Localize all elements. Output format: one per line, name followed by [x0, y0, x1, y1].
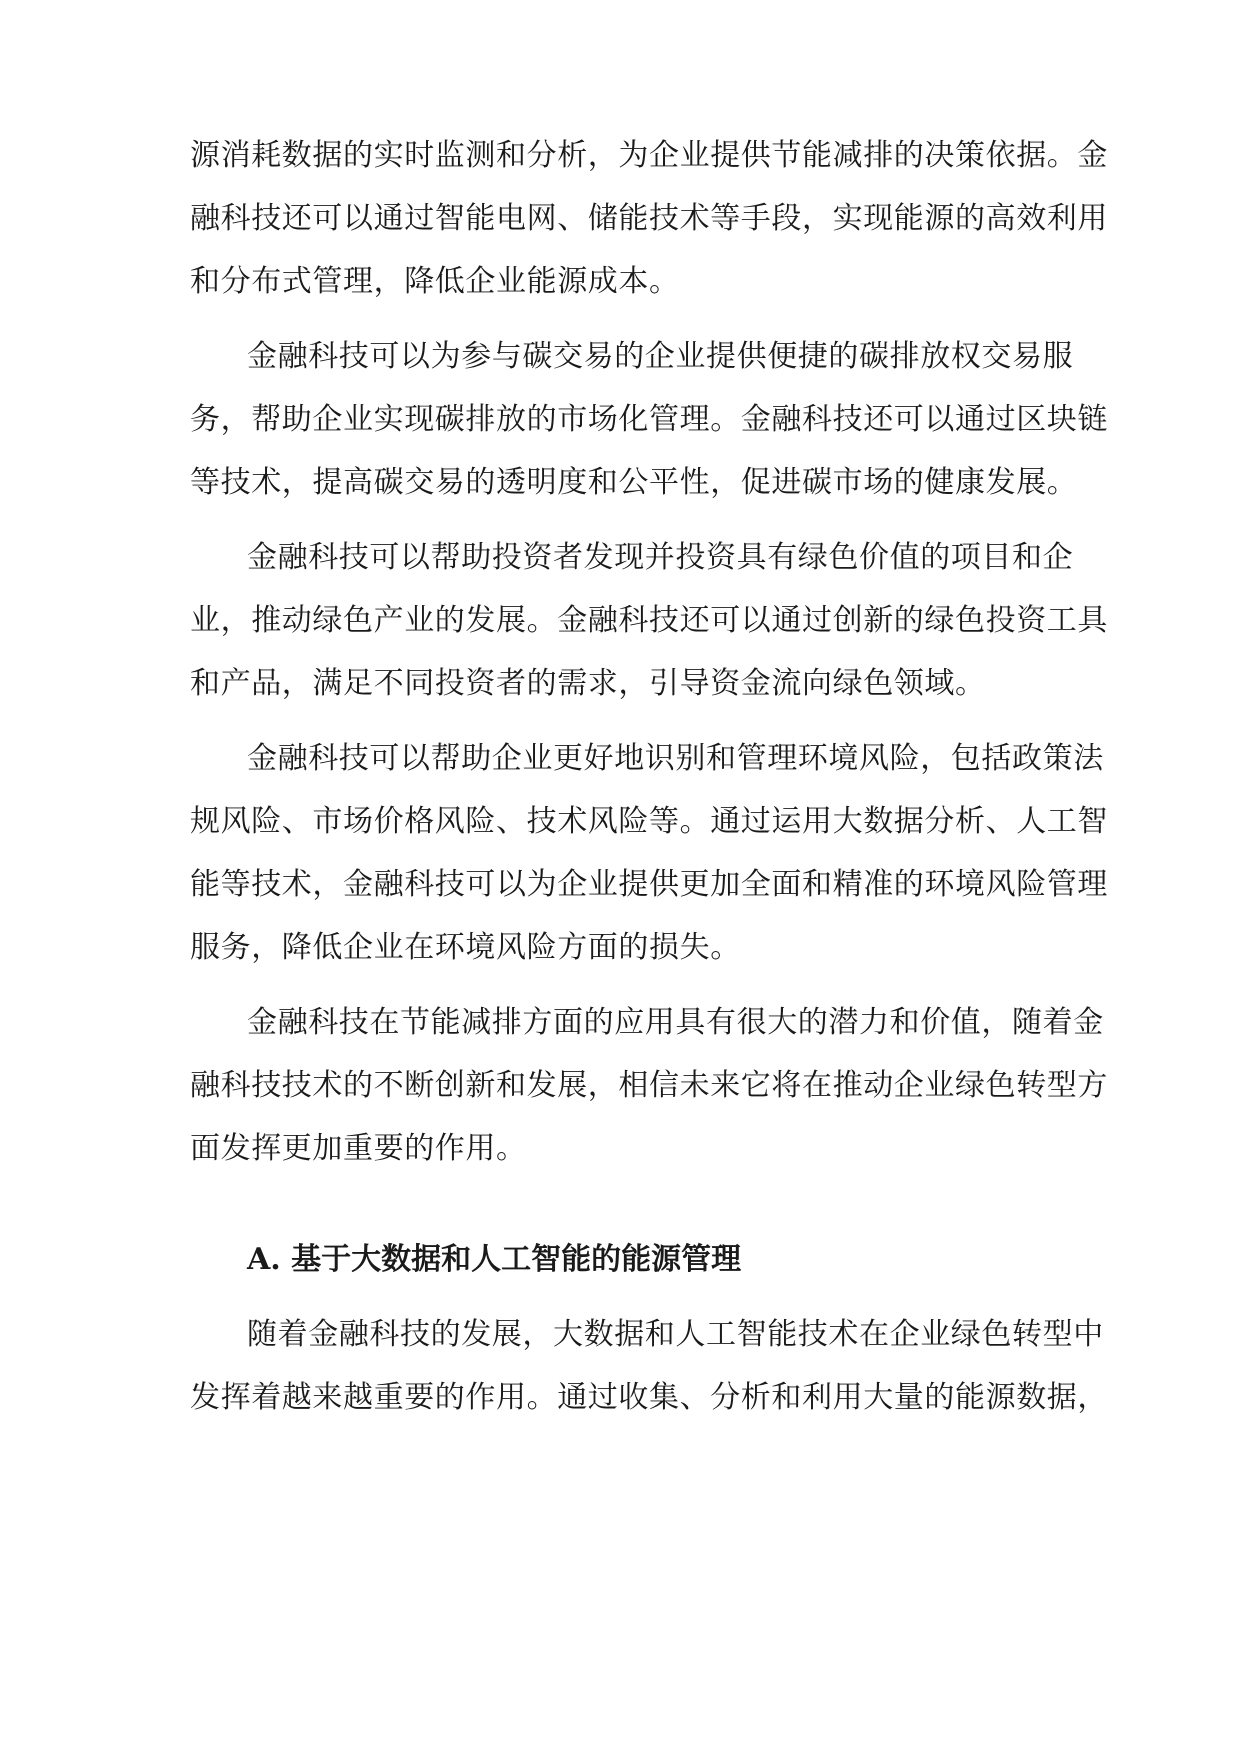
paragraph-line: 融科技技术的不断创新和发展，相信未来它将在推动企业绿色转型方: [190, 1068, 1108, 1103]
paragraph-line: 金融科技可以帮助企业更好地识别和管理环境风险，包括政策法: [247, 741, 1104, 776]
paragraph-line: 规风险、市场价格风险、技术风险等。通过运用大数据分析、人工智: [190, 804, 1108, 839]
paragraph-line: 源消耗数据的实时监测和分析，为企业提供节能减排的决策依据。金: [190, 138, 1108, 173]
paragraph-line: 服务，降低企业在环境风险方面的损失。: [190, 930, 741, 965]
paragraph-line: 能等技术，金融科技可以为企业提供更加全面和精准的环境风险管理: [190, 867, 1108, 902]
paragraph-line: 务，帮助企业实现碳排放的市场化管理。金融科技还可以通过区块链: [190, 402, 1108, 437]
paragraph-line: 和产品，满足不同投资者的需求，引导资金流向绿色领域。: [190, 666, 986, 701]
section-heading: A. 基于大数据和人工智能的能源管理: [247, 1242, 742, 1277]
paragraph-line: 面发挥更加重要的作用。: [190, 1131, 527, 1166]
paragraph-line: 发挥着越来越重要的作用。通过收集、分析和利用大量的能源数据，: [190, 1380, 1108, 1415]
paragraph-line: 随着金融科技的发展，大数据和人工智能技术在企业绿色转型中: [247, 1317, 1104, 1352]
paragraph-line: 和分布式管理，降低企业能源成本。: [190, 264, 680, 299]
paragraph-line: 等技术，提高碳交易的透明度和公平性，促进碳市场的健康发展。: [190, 465, 1078, 500]
paragraph-line: 融科技还可以通过智能电网、储能技术等手段，实现能源的高效利用: [190, 201, 1108, 236]
paragraph-line: 金融科技在节能减排方面的应用具有很大的潜力和价值，随着金: [247, 1005, 1104, 1040]
paragraph-line: 金融科技可以为参与碳交易的企业提供便捷的碳排放权交易服: [247, 339, 1074, 374]
paragraph-line: 金融科技可以帮助投资者发现并投资具有绿色价值的项目和企: [247, 540, 1074, 575]
paragraph-line: 业，推动绿色产业的发展。金融科技还可以通过创新的绿色投资工具: [190, 603, 1108, 638]
